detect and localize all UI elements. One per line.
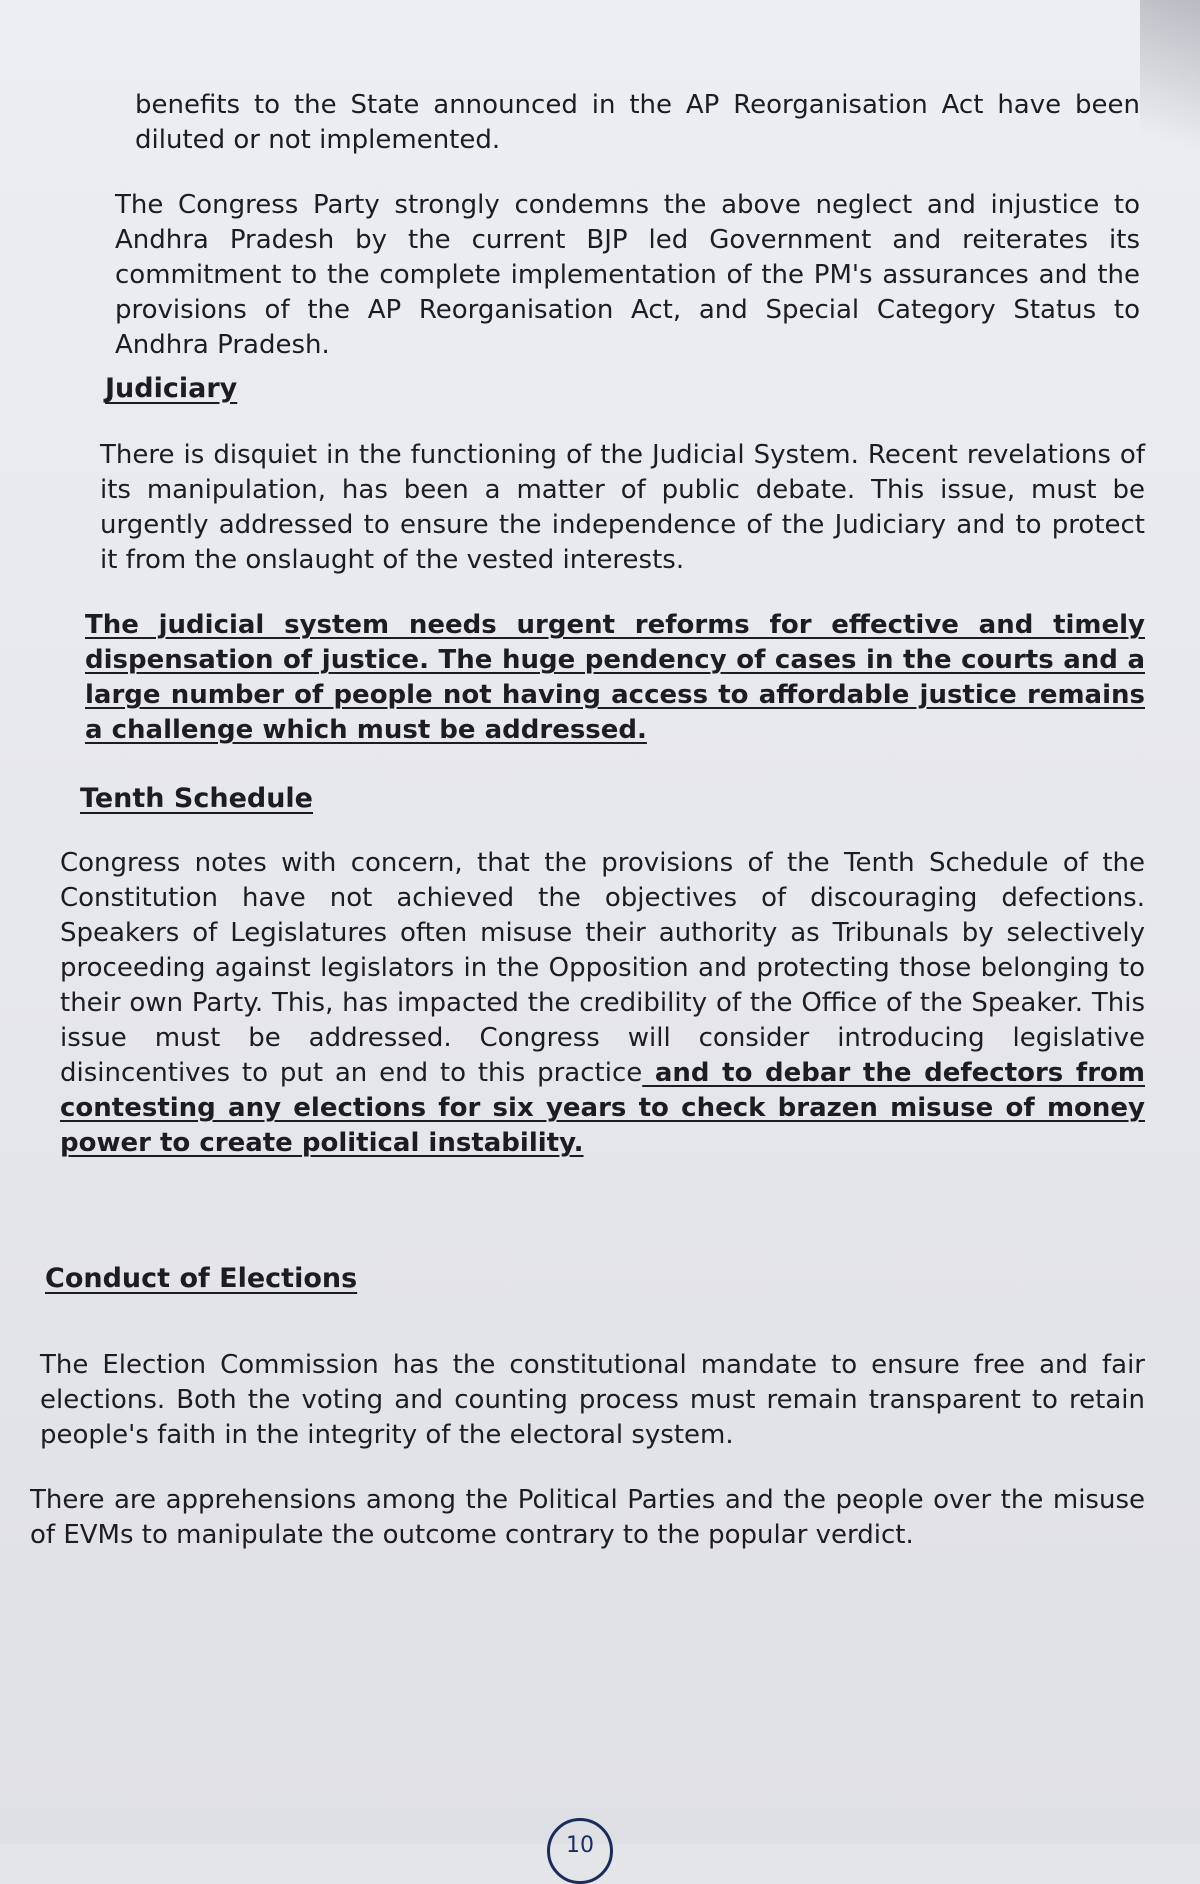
paragraph-election-commission: The Election Commission has the constitutional mandate to ensure free and fair elections. Both the voting and counting process must remain transparent to retain people's faith in the integrity of the electoral system. (40, 1350, 1145, 1450)
page-number: 10 (547, 1818, 613, 1884)
heading-conduct-of-elections: Conduct of Elections (45, 1263, 358, 1294)
paragraph-ap-benefits: benefits to the State announced in the AP Reorganisation Act have been diluted or not implemented. (135, 90, 1140, 155)
tenth-schedule-emphasis: and to debar the defectors from contesting any elections for six years to check brazen misuse of money power to create political instability. (60, 1058, 1145, 1158)
paragraph-judiciary-disquiet: There is disquiet in the functioning of the Judicial System. Recent revelations of its manipulation, has been a matter of public debate. This issue, must be urgently addressed to ensure the independence of the Judiciary and to protect it from the onslaught of the vested interests. (100, 440, 1145, 575)
heading-judiciary: Judiciary (105, 373, 238, 404)
paragraph-evm-apprehensions: There are apprehensions among the Political Parties and the people over the misuse of EVMs to manipulate the outcome contrary to the popular verdict. (30, 1485, 1145, 1550)
paragraph-tenth-schedule (60, 846, 1145, 1161)
tenth-schedule-text: Congress notes with concern, that the provisions of the Tenth Schedule of the Constitution have not achieved the objectives of discouraging defections. Speakers of Legislatures often misuse their authority as Tribunals by selectively proceeding against legislators in the Opposition and protecting those belonging to their own Party. This, has impacted the credibility of the Office of the Speaker. This issue must be addressed. Congress will consider introducing legislative disincentives to put an end to this practice (60, 848, 1145, 1088)
page-corner-shadow (1140, 0, 1200, 200)
heading-tenth-schedule: Tenth Schedule (80, 783, 313, 814)
paragraph-congress-condemns: The Congress Party strongly condemns the above neglect and injustice to Andhra Pradesh by the current BJP led Government and reiterates its commitment to the complete implementation of the PM's assurances and the provisions of the AP Reorganisation Act, and Special Category Status to Andhra Pradesh. (115, 190, 1140, 360)
paragraph-judicial-reforms: The judicial system needs urgent reforms for effective and timely dispensation of justice. The huge pendency of cases in the courts and a large number of people not having access to affordable justice remains a challenge which must be addressed. (85, 610, 1145, 745)
